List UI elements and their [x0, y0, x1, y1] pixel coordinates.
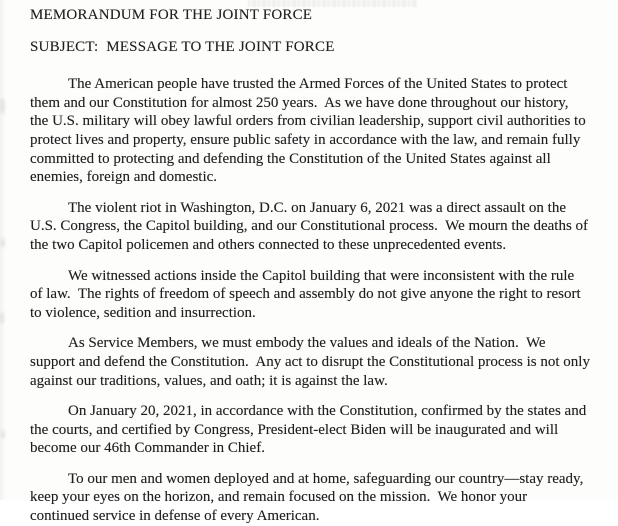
memo-paragraph-6: To our men and women deployed and at home, safeguarding our country—stay ready, keep your eyes on the horizon, and remain focused on the mission. We honor your continued service in defense of every American.	[30, 470, 588, 525]
memo-paragraph-5: On January 20, 2021, in accordance with the Constitution, confirmed by the states and the courts, and certified by Congress, President-elect Biden will be inaugurated and will become our 46th Commander in Chief.	[30, 403, 590, 457]
scan-smudge	[0, 312, 4, 324]
memo-paragraph-2: The violent riot in Washington, D.C. on January 6, 2021 was a direct assault on the U.S. Congress, the Capitol building, and our Constitutional process. We mourn the deaths of the two Capitol policemen and others connected to these unprecedented events.	[30, 199, 592, 253]
scan-smudge	[1, 430, 5, 439]
memo-paragraph-4: As Service Members, we must embody the values and ideals of the Nation. We support and defend the Constitution. Any act to disrupt the Constitutional process is not only against our traditions, values, and oath; it is against the law.	[30, 335, 594, 389]
memorandum-heading: MEMORANDUM FOR THE JOINT FORCE	[30, 7, 313, 23]
scan-artifact-left-edge	[0, 0, 8, 500]
memo-paragraph-1: The American people have trusted the Armed Forces of the United States to protect them and our Constitution for almost 250 years. As we have done throughout our history, the U.S. military will obey lawful orders from civilian leadership, support civil authorities to protect lives and property, ensure public safety in accordance with the law, and remain fully committed to protecting and defending the Constitution of the United States against all enemies, foreign and domestic.	[30, 76, 590, 186]
memo-paragraph-3: We witnessed actions inside the Capitol building that were inconsistent with the rule of law. The rights of freedom of speech and assembly do not give anyone the right to resort to violence, sedition and insurrection.	[30, 267, 585, 321]
scan-smudge	[0, 98, 5, 114]
subject-heading: SUBJECT: MESSAGE TO THE JOINT FORCE	[30, 38, 335, 55]
scan-smudge	[1, 238, 5, 248]
